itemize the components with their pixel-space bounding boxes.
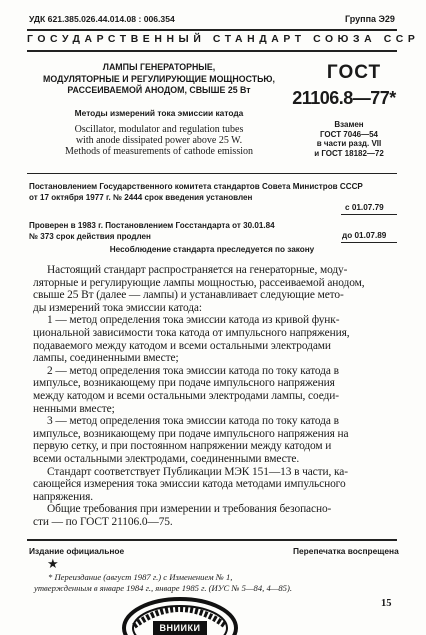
- body-line: всеми остальными электродами, соединенными вместе.: [33, 452, 300, 465]
- star-icon: ★: [47, 556, 59, 571]
- gost-number: 21106.8—77*: [292, 88, 396, 108]
- effective-date: с 01.07.79: [345, 203, 384, 212]
- stamp-label: ВНИИКИ: [159, 623, 201, 633]
- title-line: ЛАМПЫ ГЕНЕРАТОРНЫЕ,: [102, 62, 216, 72]
- body-line: напряжения.: [33, 490, 93, 503]
- footnote-line: * Переиздание (август 1987 г.) с Изменением № 1,: [48, 572, 233, 582]
- title-rule: [27, 173, 397, 174]
- document-subtitle: Методы измерений тока эмиссии катода: [74, 108, 244, 118]
- footer-rule: [27, 539, 397, 541]
- replaces-block: [300, 120, 398, 158]
- reprint-prohibited: Перепечатка воспрещена: [293, 546, 399, 556]
- english-title: [29, 124, 289, 157]
- body-line: ды измерений тока эмиссии катода:: [33, 301, 202, 314]
- body-line: 2 — метод определения тока эмиссии катода по току катода в: [47, 364, 339, 377]
- body-line: между катодом и всеми остальными электродами лампы, соеди-: [33, 389, 339, 402]
- page-number: 15: [381, 598, 392, 609]
- checked-line: Проверен в 1983 г. Постановлением Госстандарта от 30.01.84: [29, 221, 275, 230]
- prosecution-notice: Несоблюдение стандарта преследуется по закону: [109, 245, 315, 254]
- body-line: 3 — метод определения тока эмиссии катода по току катода в: [47, 415, 339, 428]
- checked-text: [29, 220, 275, 242]
- body-line: Настоящий стандарт распространяется на генераторные, моду-: [47, 264, 348, 276]
- replaces-line: Взамен: [334, 120, 364, 129]
- group-code: Группа Э29: [345, 14, 395, 24]
- body-line: Общие требования при измерении и требования безопасно-: [47, 503, 332, 516]
- state-standard-heading: ГОСУДАРСТВЕННЫЙ СТАНДАРТ СОЮЗА ССР: [27, 34, 420, 45]
- extended-date: до 01.07.89: [342, 231, 387, 240]
- replaces-line: и ГОСТ 18182—72: [314, 148, 384, 158]
- replaces-line: в части разд. VII: [316, 139, 382, 149]
- body-line: Стандарт соответствует Публикации МЭК 151—13 в части, ка-: [47, 465, 348, 478]
- extended-date-rule: [341, 242, 397, 243]
- body-line: первую сетку, и при постоянном напряжении между катодом и: [33, 440, 332, 453]
- document-title: [29, 62, 289, 97]
- body-line: ненными вместе;: [33, 402, 115, 415]
- body-line: сти — по ГОСТ 21106.0—75.: [33, 515, 173, 528]
- english-title-line: Methods of measurements of cathode emission: [64, 146, 253, 157]
- gost-label: ГОСТ: [326, 62, 382, 83]
- english-title-line: Oscillator, modulator and regulation tubes: [74, 124, 244, 135]
- body-line: циональной зависимости тока катода от импульсного напряжения,: [33, 326, 350, 339]
- title-line: МОДУЛЯТОРНЫЕ И РЕГУЛИРУЮЩИЕ МОЩНОСТЬЮ,: [43, 73, 275, 84]
- body-line: импульсе, возникающему при подаче импульсного напряжения: [33, 377, 335, 390]
- udk-code: УДК 621.385.026.44.014.08 : 006.354: [29, 14, 175, 24]
- decree-text: [29, 181, 363, 203]
- main-text: [33, 264, 397, 528]
- body-line: сающейся измерения тока эмиссии катода методами импульсного: [33, 478, 346, 491]
- header-rule-top: [27, 29, 397, 31]
- decree-line: Постановлением Государственного комитета стандартов Совета Министров СССР: [29, 182, 363, 191]
- english-title-line: with anode dissipated power above 25 W.: [75, 135, 243, 146]
- checked-line: № 373 срок действия продлен: [29, 232, 151, 241]
- reissue-footnote: [34, 572, 292, 594]
- title-line: РАССЕИВАЕМОЙ АНОДОМ, СВЫШЕ 25 Вт: [67, 85, 251, 96]
- body-line: свыше 25 Вт (далее — лампы) и устанавливает следующие мето-: [33, 289, 344, 302]
- header-rule-bottom: [27, 50, 397, 52]
- decree-line: от 17 октября 1977 г. № 2444 срок введения установлен: [29, 193, 253, 202]
- official-edition: Издание официальное: [29, 546, 125, 556]
- effective-date-rule: [341, 214, 397, 215]
- body-line: импульсе, возникающему при подаче импульсного напряжения на: [33, 427, 349, 440]
- body-line: ляторные и регулирующие лампы мощностью, рассеиваемой анодом,: [33, 276, 365, 289]
- footnote-line: утвержденным в январе 1984 г., январе 1985 г. (ИУС № 5—84, 4—85).: [34, 583, 292, 593]
- replaces-line: ГОСТ 7046—54: [319, 129, 379, 139]
- body-line: подаваемого между катодом и всеми остальными электродами: [33, 339, 331, 352]
- body-line: 1 — метод определения тока эмиссии катода из кривой функ-: [47, 314, 340, 327]
- library-stamp: [120, 594, 240, 635]
- body-line: лампы, соединенными вместе;: [33, 352, 179, 365]
